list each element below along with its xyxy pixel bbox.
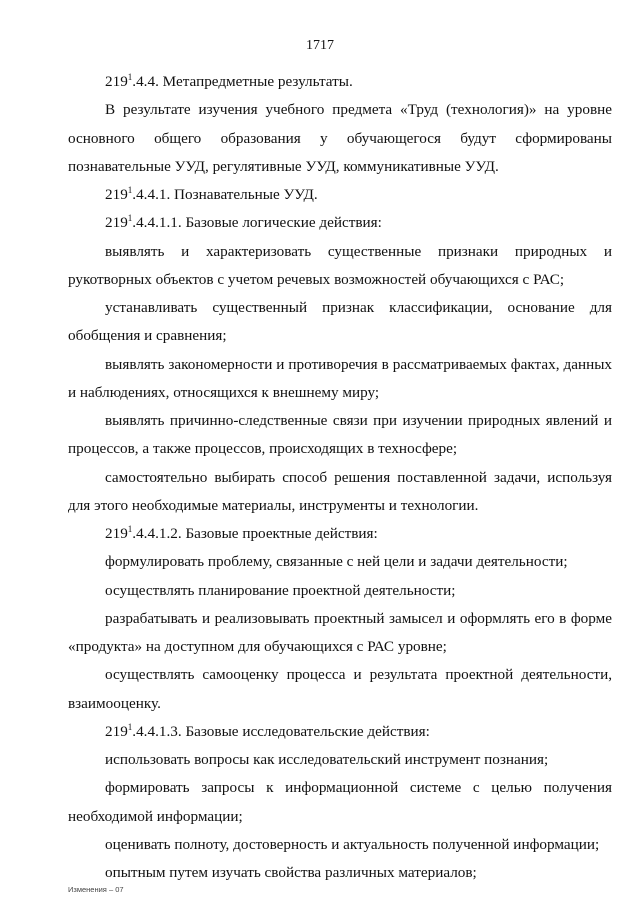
document-body [68, 68, 612, 887]
section-heading-text: .4.4.1. Познавательные УУД. [132, 186, 318, 203]
section-number: 219 [105, 722, 128, 740]
list-item: разрабатывать и реализовывать проектный замысел и оформлять его в форме «продукта» на доступном для обучающихся с РАС уровне; [68, 609, 612, 655]
section-superscript: 1 [127, 721, 133, 732]
list-item: выявлять закономерности и противоречия в рассматриваемых фактах, данных и наблюдениях, относящихся к внешнему миру; [68, 355, 612, 401]
list-item: формировать запросы к информационной системе с целью получения необходимой информации; [68, 779, 612, 825]
list-item: осуществлять самооценку процесса и результата проектной деятельности, взаимооценку. [68, 666, 612, 712]
list-item: оценивать полноту, достоверность и актуальность полученной информации; [105, 835, 600, 853]
section-superscript: 1 [127, 213, 133, 224]
list-item: выявлять причинно-следственные связи при изучении природных явлений и процессов, а также процессов, происходящих в техносфере; [68, 412, 612, 458]
section-heading [68, 520, 612, 548]
footer-note: Изменения – 07 [68, 885, 124, 894]
section-heading [68, 718, 612, 746]
list-item: устанавливать существенный признак классификации, основание для обобщения и сравнения; [68, 299, 612, 345]
list-item: выявлять и характеризовать существенные признаки природных и рукотворных объектов с учетом речевых возможностей обучающихся с РАС; [68, 242, 612, 288]
paragraph: В результате изучения учебного предмета «Труд (технология)» на уровне основного общего образования у обучающегося будут сформированы познавательные УУД, регулятивные УУД, коммуникативные УУД. [68, 101, 612, 175]
section-heading-text: .4.4.1.2. Базовые проектные действия: [132, 525, 378, 542]
section-heading [68, 181, 612, 209]
list-item: использовать вопросы как исследовательский инструмент познания; [105, 751, 549, 768]
page-number: 1717 [306, 38, 334, 53]
section-heading-text: .4.4. Метапредметные результаты. [132, 73, 353, 90]
list-item: опытным путем изучать свойства различных материалов; [105, 864, 477, 881]
section-superscript: 1 [127, 524, 133, 534]
list-item: формулировать проблему, связанные с ней цели и задачи деятельности; [105, 553, 568, 571]
section-heading-text: .4.4.1.3. Базовые исследовательские действия: [132, 722, 430, 740]
section-heading [68, 209, 612, 237]
list-item: осуществлять планирование проектной деятельности; [105, 581, 456, 599]
section-number: 219 [105, 186, 128, 203]
section-number: 219 [105, 525, 128, 542]
section-superscript: 1 [127, 72, 133, 82]
section-heading-text: .4.4.1.1. Базовые логические действия: [132, 214, 382, 232]
section-superscript: 1 [127, 185, 133, 195]
list-item: самостоятельно выбирать способ решения поставленной задачи, используя для этого необходимые материалы, инструменты и технологии. [68, 468, 612, 514]
section-heading [68, 68, 612, 96]
section-number: 219 [105, 73, 128, 90]
section-number: 219 [105, 214, 128, 232]
